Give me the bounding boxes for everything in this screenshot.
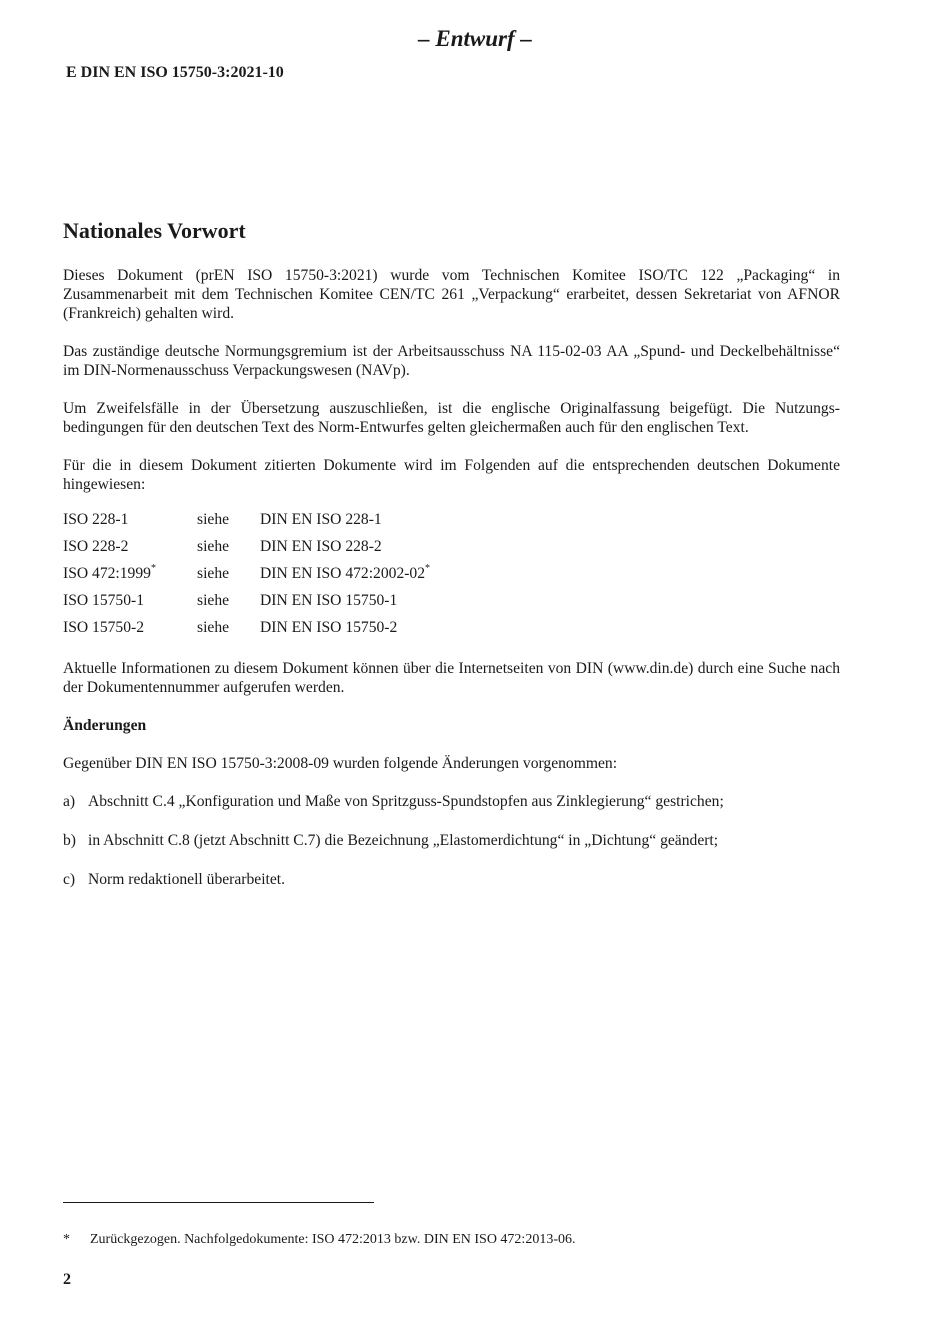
changes-heading: Änderungen xyxy=(63,717,147,734)
footnote xyxy=(63,1232,576,1248)
list-item-text: Norm redaktionell überarbeitet. xyxy=(88,871,286,888)
footnote-marker: * xyxy=(63,1232,70,1247)
reference-table xyxy=(63,510,840,645)
list-item xyxy=(63,870,840,889)
reference-row xyxy=(63,564,840,591)
list-marker: b) xyxy=(63,832,76,849)
list-marker: a) xyxy=(63,793,76,810)
paragraph: Um Zweifelsfälle in der Übersetzung auszuschließen, ist die englische Originalfassung beigefügt. Die Nutzungsbedingungen für den deutschen Text des Norm-Entwurfes gelten gleichermaßen auch für den englischen Text. xyxy=(63,400,840,436)
draft-banner: – Entwurf – xyxy=(418,26,532,51)
info-paragraph: Aktuelle Informationen zu diesem Dokument können über die Internetseiten von DIN (www.din.de) durch eine Suche nach der Dokumentennummer aufgerufen werden. xyxy=(63,660,840,696)
see-label: siehe xyxy=(197,511,230,528)
see-label: siehe xyxy=(197,619,230,636)
iso-reference: ISO 472:1999* xyxy=(63,562,156,582)
see-label: siehe xyxy=(197,538,230,555)
din-reference: DIN EN ISO 472:2002-02* xyxy=(260,562,431,582)
reference-row xyxy=(63,591,840,618)
footnote-divider xyxy=(63,1202,374,1203)
iso-reference: ISO 228-1 xyxy=(63,511,129,528)
see-label: siehe xyxy=(197,565,230,582)
din-reference: DIN EN ISO 15750-1 xyxy=(260,592,398,609)
page-number: 2 xyxy=(63,1271,71,1288)
list-item-text: Abschnitt C.4 „Konfiguration und Maße von Spritzguss-Spundstopfen aus Zinklegierung“ gestrichen; xyxy=(88,793,724,810)
body-text xyxy=(63,266,840,909)
iso-reference: ISO 15750-1 xyxy=(63,592,144,609)
list-item-text: in Abschnitt C.8 (jetzt Abschnitt C.7) die Bezeichnung „Elastomerdichtung“ in „Dichtung“ geändert; xyxy=(88,832,719,849)
list-marker: c) xyxy=(63,871,76,888)
iso-reference: ISO 15750-2 xyxy=(63,619,144,636)
paragraph: Dieses Dokument (prEN ISO 15750-3:2021) wurde vom Technischen Komitee ISO/TC 122 „Packaging“ in Zusammenarbeit mit dem Technischen Komitee CEN/TC 261 „Verpackung“ erarbeitet, dessen Sekretariat von AFNOR (Frankreich) gehalten wird. xyxy=(63,267,840,322)
iso-reference: ISO 228-2 xyxy=(63,538,129,555)
changes-intro: Gegenüber DIN EN ISO 15750-3:2008-09 wurden folgende Änderungen vorgenommen: xyxy=(63,755,618,772)
list-item xyxy=(63,792,840,811)
see-label: siehe xyxy=(197,592,230,609)
reference-row xyxy=(63,537,840,564)
list-item xyxy=(63,831,840,850)
din-reference: DIN EN ISO 228-1 xyxy=(260,511,382,528)
document-id: E DIN EN ISO 15750-3:2021-10 xyxy=(66,64,284,81)
reference-row xyxy=(63,510,840,537)
footnote-text: Zurückgezogen. Nachfolgedokumente: ISO 472:2013 bzw. DIN EN ISO 472:2013-06. xyxy=(90,1232,576,1247)
section-title: Nationales Vorwort xyxy=(63,218,246,243)
din-reference: DIN EN ISO 228-2 xyxy=(260,538,382,555)
reference-row xyxy=(63,618,840,645)
paragraph: Für die in diesem Dokument zitierten Dokumente wird im Folgenden auf die entsprechenden deutschen Dokumente hingewiesen: xyxy=(63,457,840,493)
paragraph: Das zuständige deutsche Normungsgremium ist der Arbeitsausschuss NA 115-02-03 AA „Spund- und Deckelbehältnisse“ im DIN-Normenausschuss Verpackungswesen (NAVp). xyxy=(63,343,840,379)
din-reference: DIN EN ISO 15750-2 xyxy=(260,619,398,636)
